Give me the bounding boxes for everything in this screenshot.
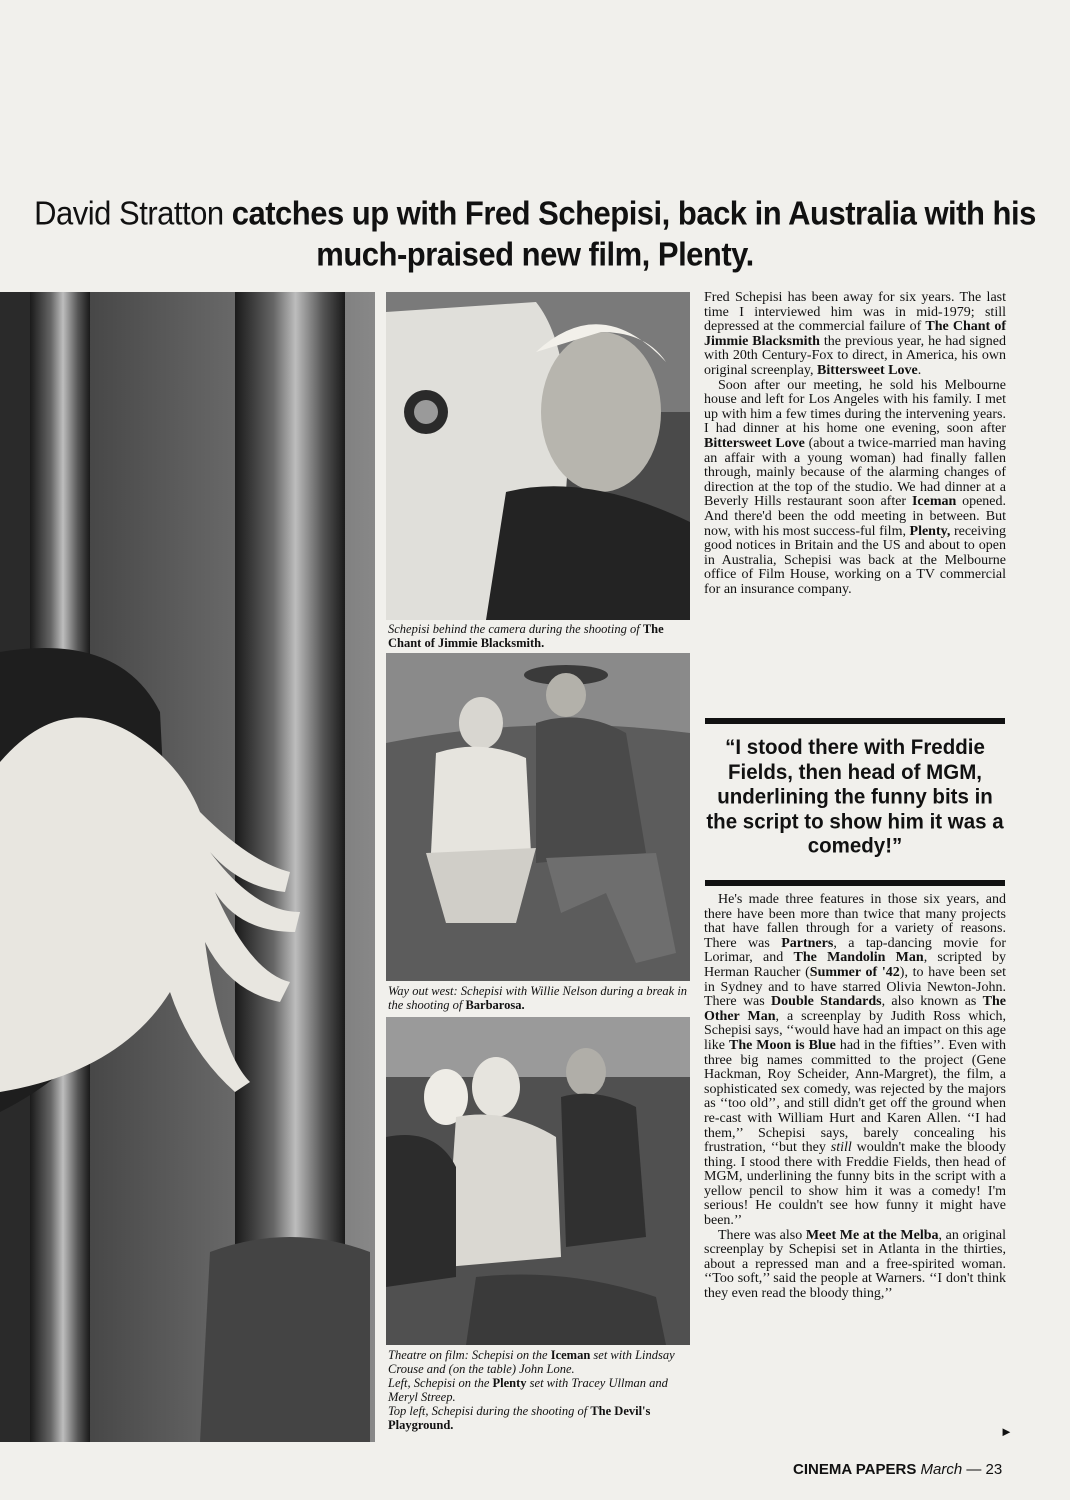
pullquote-rule-bottom [705,880,1005,886]
magazine-name: CINEMA PAPERS [793,1461,917,1478]
caption-film-title: The Chant of Jimmie Blacksmith. [388,622,664,650]
headline [30,193,1040,275]
page-number: — 23 [966,1461,1003,1478]
headline-author: David Stratton [34,194,224,232]
photo-iceman-set [386,1017,690,1345]
photo-pillar-hand [0,292,375,1442]
caption-photo-1 [388,622,688,650]
caption-line-iceman: Theatre on film: Schepisi on the Iceman set with Lindsay Crouse and (on the table) John Lone. [388,1348,675,1376]
continue-arrow-icon: ► [1000,1424,1013,1439]
pullquote-rule-top [705,718,1005,724]
article-text-bottom [704,893,1006,1302]
photo-schepisi-willie-nelson [386,653,690,981]
page-footer [793,1461,1023,1478]
issue-date: March [920,1461,963,1478]
article-paragraph: Soon after our meeting, he sold his Melbourne house and left for Los Angeles with his family. I met up with him a few times during the intervening years. I had dinner at his home one evening, soon after Bittersweet Love (about a twice-married man having an affair with a young woman) had finally fallen through, mainly because of the alarming changes of direction at the top of the studio. We had dinner at a Beverly Hills restaurant soon after Iceman opened. And there'd been the odd meeting in between. But now, with his most success-ful film, Plenty, receiving good notices in Britain and the US and about to open in Australia, Schepisi was back at the Melbourne office of Film House, working on a TV commercial for an insurance company. [704,377,1007,597]
photo-schepisi-camera [386,292,690,620]
caption-photo-3 [388,1348,688,1432]
pullquote: “I stood there with Freddie Fields, then head of MGM, underlining the funny bits in the script to show him it was a comedy!” [706,735,1004,858]
article-paragraph: Fred Schepisi has been away for six years. The last time I interviewed him was in mid-1979; still depressed at the commercial failure of The Chant of Jimmie Blacksmith the previous year, he had signed with 20th Century-Fox to direct, in America, his own original screenplay, Bittersweet Love. [704,290,1006,378]
caption-film-title: Barbarosa. [465,998,525,1012]
caption-text: Schepisi behind the camera during the shooting of [388,622,640,636]
caption-text: Way out west: Schepisi with Willie Nelson during a break in the shooting of [388,984,688,1012]
article-paragraph: There was also Meet Me at the Melba, an original screenplay by Schepisi set in Atlanta in the thirties, about a repressed man and a free-spirited woman. ‘‘Too soft,’’ said the people at Warners. ‘‘I don't think they even read the bloody thing,’’ [704,1227,1007,1302]
headline-text: catches up with Fred Schepisi, back in Australia with his much-praised new film, Plenty. [231,194,1036,273]
article-paragraph: He's made three features in those six years, and there have been more than twice that many projects that have fallen through for a variety of reasons. There was Partners, a tap-dancing movie for Lorimar, and The Mandolin Man, scripted by Herman Raucher (Summer of '42), to have been set in Sydney and to have starred Olivia Newton-John. There was Double Standards, also known as The Other Man, a screenplay by Judith Ross which, Schepisi says, ‘‘would have had an impact on this age like The Moon is Blue had in the fifties’’. Even with three big names committed to the project (Gene Hackman, Roy Scheider, Ann-Margret), the film, a sophisticated sex comedy, was rejected by the majors as ‘‘too old’’, and still didn't get off the ground when re-cast with William Hurt and Karen Allen. ‘‘I had them,’’ Schepisi says, barely concealing his frustration, ‘‘but they still wouldn't make the bloody thing. I stood there with Freddie Fields, then head of MGM, underlining the funny bits in the script with a yellow pencil to show him it was a comedy! I'm serious! He couldn't see how funny it might have been.’’ [704,892,1007,1229]
caption-line-plenty: Left, Schepisi on the Plenty set with Tracey Ullman and Meryl Streep. [388,1376,668,1404]
caption-line-devils-playground: Top left, Schepisi during the shooting of The Devil's Playground. [388,1404,651,1432]
caption-photo-2 [388,984,688,1012]
article-text-top [704,291,1006,597]
